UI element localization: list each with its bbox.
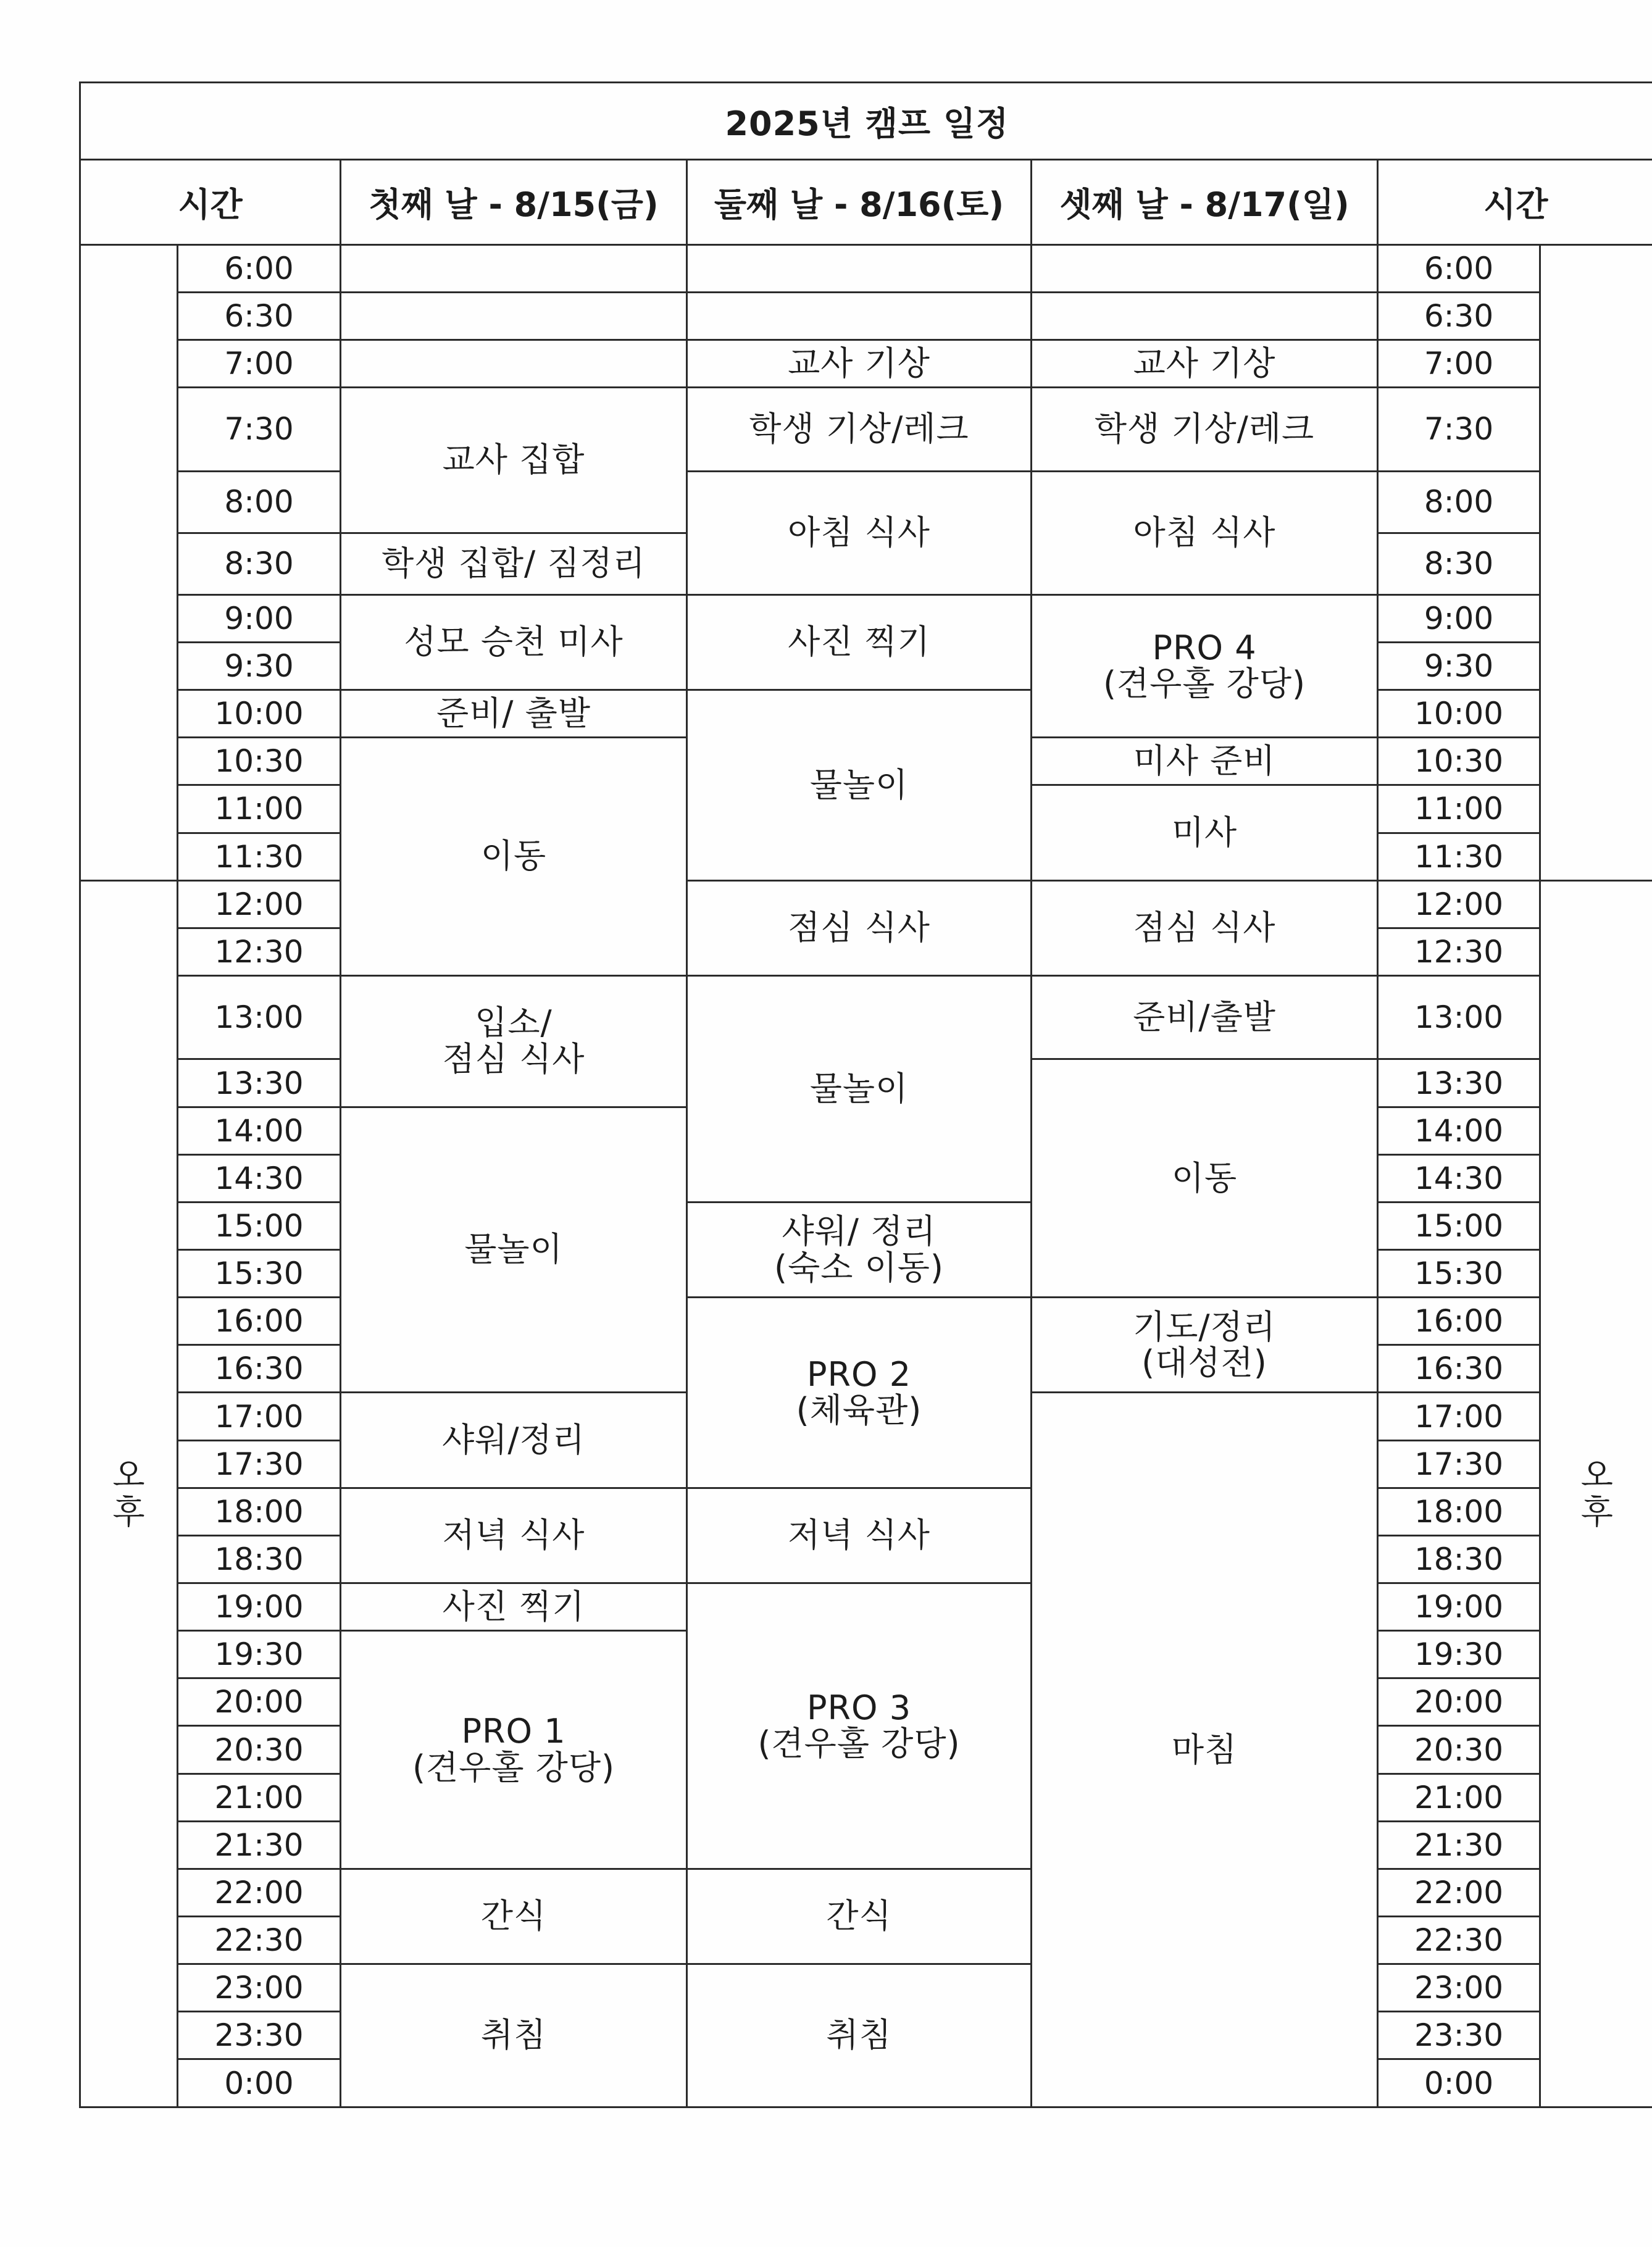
day2-teacher-wakeup: 교사 기상 [687,340,1032,388]
time-right: 14:00 [1378,1107,1540,1154]
time-right: 10:00 [1378,690,1540,738]
time-left: 6:30 [178,292,341,340]
schedule-title: 2025년 캠프 일정 [725,104,1009,143]
day3-mass: 미사 [1032,785,1378,880]
day3-empty-slot [1032,244,1378,292]
time-right: 18:00 [1378,1488,1540,1535]
time-left: 21:30 [178,1821,341,1869]
time-right: 0:00 [1378,2059,1540,2107]
time-left: 10:00 [178,690,341,738]
time-right: 21:00 [1378,1774,1540,1821]
header-time-right: 시간 [1378,160,1652,245]
time-left: 0:00 [178,2059,341,2107]
day1-travel: 이동 [341,738,687,976]
day3-finish: 마침 [1032,1393,1378,2107]
time-right: 18:30 [1378,1535,1540,1583]
time-left: 16:00 [178,1298,341,1345]
day1-mass: 성모 승천 미사 [341,594,687,690]
time-left: 14:30 [178,1154,341,1202]
time-left: 18:00 [178,1488,341,1535]
day3-empty-slot [1032,292,1378,340]
day2-empty-slot [687,244,1032,292]
time-right: 6:30 [1378,292,1540,340]
time-left: 14:00 [178,1107,341,1154]
day1-empty-slot [341,340,687,388]
day3-breakfast: 아침 식사 [1032,471,1378,594]
time-left: 18:30 [178,1535,341,1583]
day3-lunch: 점심 식사 [1032,880,1378,975]
time-left: 20:30 [178,1726,341,1774]
time-right: 17:30 [1378,1440,1540,1488]
time-right: 22:30 [1378,1917,1540,1964]
time-right: 19:00 [1378,1583,1540,1631]
time-right: 11:00 [1378,785,1540,833]
day3-teacher-wakeup: 교사 기상 [1032,340,1378,388]
day3-prayer: 기도/정리 (대성전) [1032,1298,1378,1393]
time-right: 8:00 [1378,471,1540,533]
day2-breakfast: 아침 식사 [687,471,1032,594]
day1-student-gathering: 학생 집합/ 짐정리 [341,533,687,594]
day3-travel: 이동 [1032,1059,1378,1298]
day2-sleep: 취침 [687,1964,1032,2107]
time-right: 15:30 [1378,1250,1540,1298]
time-left: 20:00 [178,1678,341,1726]
period-morning-left [80,244,178,880]
day2-student-wakeup: 학생 기상/레크 [687,388,1032,472]
day2-photo: 사진 찍기 [687,594,1032,690]
time-right: 16:30 [1378,1345,1540,1393]
day2-water-play-am: 물놀이 [687,690,1032,881]
time-left: 21:00 [178,1774,341,1821]
time-right: 14:30 [1378,1154,1540,1202]
time-left: 9:00 [178,594,341,642]
time-left: 9:30 [178,642,341,690]
header-time-left: 시간 [80,160,341,245]
day2-shower-move: 샤워/ 정리 (숙소 이동) [687,1202,1032,1297]
time-right: 9:00 [1378,594,1540,642]
time-left: 13:30 [178,1059,341,1107]
day1-snack: 간식 [341,1869,687,1964]
day1-checkin-lunch: 입소/ 점심 식사 [341,975,687,1107]
time-right: 11:30 [1378,833,1540,880]
time-left: 15:30 [178,1250,341,1298]
period-afternoon-left: 오 후 [80,880,178,2107]
time-left: 17:30 [178,1440,341,1488]
time-right: 21:30 [1378,1821,1540,1869]
day2-water-play-pm: 물놀이 [687,975,1032,1202]
time-left: 17:00 [178,1393,341,1440]
day1-photo: 사진 찍기 [341,1583,687,1631]
day1-pro1: PRO 1 (견우홀 강당) [341,1631,687,1869]
time-right: 12:30 [1378,928,1540,975]
time-left: 7:30 [178,388,341,472]
time-left: 12:30 [178,928,341,975]
time-left: 11:30 [178,833,341,880]
time-right: 9:30 [1378,642,1540,690]
time-right: 6:00 [1378,244,1540,292]
time-right: 7:30 [1378,388,1540,472]
day1-dinner: 저녁 식사 [341,1488,687,1583]
time-left: 23:00 [178,1964,341,2012]
day2-dinner: 저녁 식사 [687,1488,1032,1583]
day1-teacher-gathering: 교사 집합 [341,388,687,533]
time-right: 19:30 [1378,1631,1540,1678]
day1-empty-slot [341,292,687,340]
time-left: 16:30 [178,1345,341,1393]
time-left: 13:00 [178,975,341,1059]
time-left: 19:30 [178,1631,341,1678]
period-afternoon-right: 오 후 [1540,880,1652,2107]
time-right: 16:00 [1378,1298,1540,1345]
day2-lunch: 점심 식사 [687,880,1032,975]
day2-snack: 간식 [687,1869,1032,1964]
time-right: 20:30 [1378,1726,1540,1774]
time-right: 15:00 [1378,1202,1540,1249]
time-left: 22:00 [178,1869,341,1916]
time-right: 22:00 [1378,1869,1540,1916]
time-right: 23:30 [1378,2012,1540,2059]
time-left: 22:30 [178,1917,341,1964]
day1-water-play: 물놀이 [341,1107,687,1393]
time-left: 8:00 [178,471,341,533]
time-right: 13:00 [1378,975,1540,1059]
time-left: 19:00 [178,1583,341,1631]
header-day3: 셋째 날 - 8/17(일) [1032,160,1378,245]
time-right: 8:30 [1378,533,1540,594]
time-right: 12:00 [1378,880,1540,928]
time-left: 11:00 [178,785,341,833]
day2-pro3: PRO 3 (견우홀 강당) [687,1583,1032,1869]
time-right: 20:00 [1378,1678,1540,1726]
time-left: 10:30 [178,738,341,785]
day3-mass-prep: 미사 준비 [1032,738,1378,785]
time-left: 8:30 [178,533,341,594]
time-right: 7:00 [1378,340,1540,388]
time-left: 15:00 [178,1202,341,1249]
day1-sleep: 취침 [341,1964,687,2107]
time-right: 13:30 [1378,1059,1540,1107]
day3-pro4: PRO 4 (견우홀 강당) [1032,594,1378,737]
day1-empty-slot [341,244,687,292]
day2-pro2: PRO 2 (체육관) [687,1298,1032,1488]
header-day1: 첫째 날 - 8/15(금) [341,160,687,245]
schedule-title-cell [80,83,1652,160]
time-right: 17:00 [1378,1393,1540,1440]
day1-shower: 샤워/정리 [341,1393,687,1488]
day1-prepare-depart: 준비/ 출발 [341,690,687,738]
time-left: 6:00 [178,244,341,292]
time-left: 12:00 [178,880,341,928]
day3-prepare-depart: 준비/출발 [1032,975,1378,1059]
day3-student-wakeup: 학생 기상/레크 [1032,388,1378,472]
time-left: 23:30 [178,2012,341,2059]
header-day2: 둘째 날 - 8/16(토) [687,160,1032,245]
time-right: 23:00 [1378,1964,1540,2012]
camp-schedule-table [79,81,1652,2108]
day2-empty-slot [687,292,1032,340]
time-right: 10:30 [1378,738,1540,785]
period-morning-right [1540,244,1652,880]
time-left: 7:00 [178,340,341,388]
